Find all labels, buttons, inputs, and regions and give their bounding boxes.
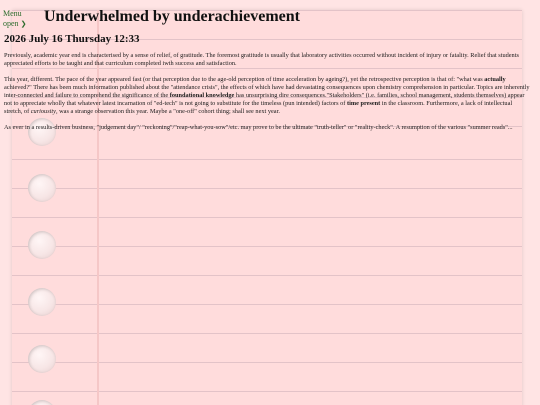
menu-toggle[interactable] xyxy=(3,9,26,29)
paragraph-2-text: This year, different. The pace of the year appeared fast (or that perception due to the age-old perception of time acceleration by ageing?), yet the retrospective perception is that of: "what was xyxy=(4,76,485,83)
binder-hole xyxy=(28,345,56,373)
binder-hole xyxy=(28,231,56,259)
emphasis-curiousity: curiousity xyxy=(30,108,56,115)
paragraph-1: Previously, academic year end is characterised by a sense of relief, of gratitude. The foremost gratitude is usually that laboratory activities occurred without incident of injury or fatality. Relief that students appreciated efforts to be taught and that curriculum completed iwth success and satisfaction. xyxy=(4,52,519,67)
menu-open-link[interactable] xyxy=(3,19,26,29)
paragraph-2-text: in the classroom. Furthermore, a lack of intellectual stretch, of xyxy=(4,100,513,115)
page-title: Underwhelmed by underachievement xyxy=(44,8,300,25)
paragraph-3: As ever in a results-driven business, "judgement day"/ "reckoning"/"reap-what-you-sow"/etc. may prove to be the ultimate "truth-teller" or "reality-check". A resumption of the various "summer reads"... xyxy=(4,124,513,131)
paragraph-2-text: has unsurprising dire consequences."Stakeholders" (i.e. families, school management, students themselves) appear not to appreciate wholly that whatever latest incarnation of "ed-tech" is not going to substitute for the timeless (pun intended) factors of xyxy=(4,92,525,107)
post-date: 2026 July 16 Thursday 12:33 xyxy=(4,33,140,45)
paragraph-2 xyxy=(4,76,532,116)
paragraph-2-text: , was a strange observation this year. Maybe a "one-off" cohort thing; shall see next year. xyxy=(55,108,280,115)
emphasis-time-present: time present xyxy=(346,100,381,107)
binder-hole xyxy=(28,288,56,316)
post-body xyxy=(4,52,532,140)
menu-open-label: open xyxy=(3,19,19,28)
binder-hole xyxy=(28,174,56,202)
chevron-right-icon: ❯ xyxy=(20,20,27,28)
emphasis-foundational-knowledge: foundational knowledge xyxy=(169,92,235,99)
paragraph-2-text: achieved?" There has been much information published about the "attendance crisis", the effects of which have had devastating consequences upon chemistry comprehension in particular. Topics are inherently inter-connected and failure to comprehend the significance of the xyxy=(4,84,530,99)
menu-label: Menu xyxy=(3,9,22,18)
emphasis-actually: actually xyxy=(484,76,506,83)
